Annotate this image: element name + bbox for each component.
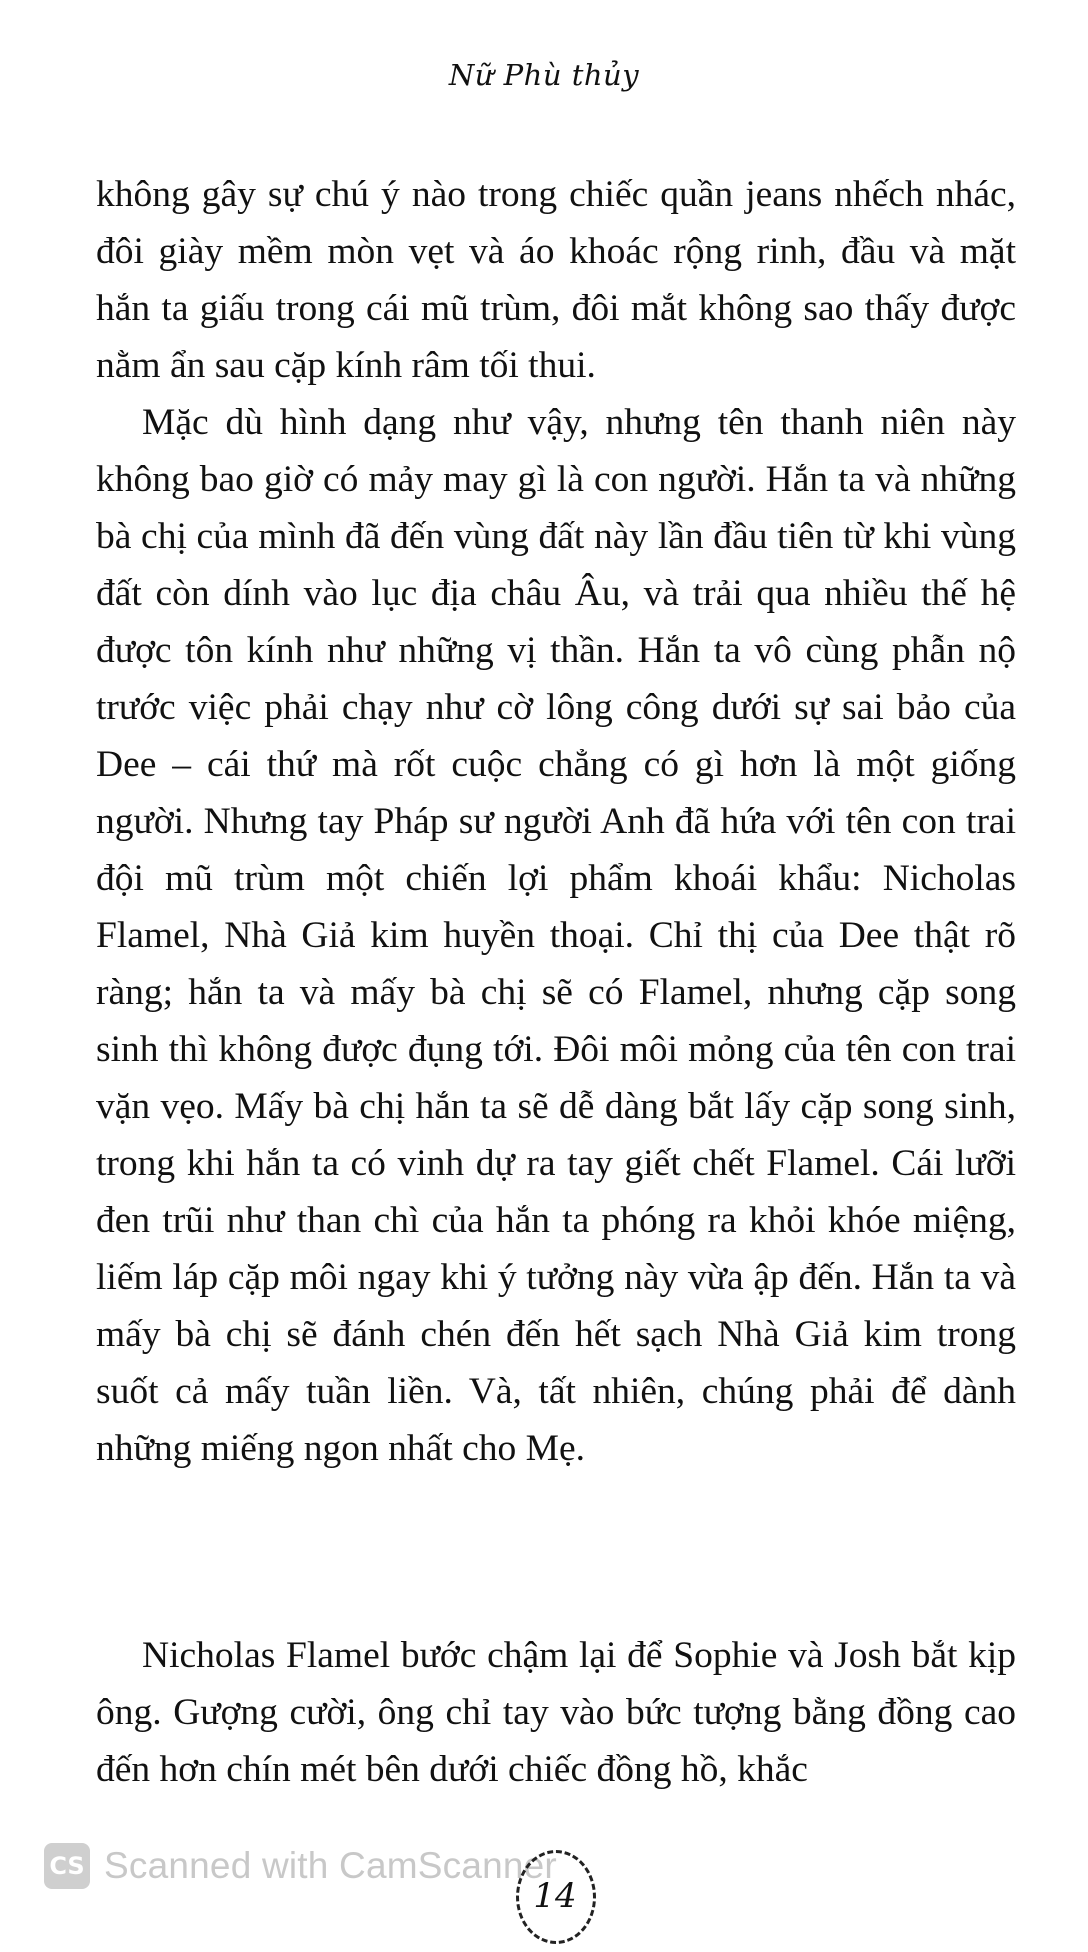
body-text-top — [96, 166, 1016, 1477]
paragraph: Nicholas Flamel bước chậm lại để Sophie và Josh bắt kịp ông. Gượng cười, ông chỉ tay vào bức tượng bằng đồng cao đến hơn chín mét bên dưới chiếc đồng hồ, khắc — [96, 1635, 1016, 1790]
scanner-watermark — [44, 1836, 557, 1896]
scanner-watermark-text: Scanned with CamScanner — [104, 1845, 557, 1886]
body-text-bottom — [96, 1627, 1016, 1798]
paragraph: Mặc dù hình dạng như vậy, nhưng tên thanh niên này không bao giờ có mảy may gì là con người. Hắn ta và những bà chị của mình đã đến vùng đất này lần đầu tiên từ khi vùng đất còn dính vào lục địa châu Âu, và trải qua nhiều thế hệ được tôn kính như những vị thần. Hắn ta vô cùng phẫn nộ trước việc phải chạy như cờ lông công dưới sự sai bảo của Dee – cái thứ mà rốt cuộc chẳng có gì hơn là một giống người. Nhưng tay Pháp sư người Anh đã hứa với tên con trai đội mũ trùm một chiến lợi phẩm khoái khẩu: Nicholas Flamel, Nhà Giả kim huyền thoại. Chỉ thị của Dee thật rõ ràng; hắn ta và mấy bà chị sẽ có Flamel, nhưng cặp song sinh thì không được đụng tới. Đôi môi mỏng của tên con trai vặn vẹo. Mấy bà chị hắn ta sẽ dễ dàng bắt lấy cặp song sinh, trong khi hắn ta có vinh dự ra tay giết chết Flamel. Cái lưỡi đen trũi như than chì của hắn ta phóng ra khỏi khóe miệng, liếm láp cặp môi ngay khi ý tưởng này vừa ập đến. Hắn ta và mấy bà chị sẽ đánh chén đến hết sạch Nhà Giả kim trong suốt cả mấy tuần liền. Và, tất nhiên, chúng phải để dành những miếng ngon nhất cho Mẹ. — [96, 402, 1016, 1469]
paragraph-continued: không gây sự chú ý nào trong chiếc quần jeans nhếch nhác, đôi giày mềm mòn vẹt và áo khoác rộng rinh, đầu và mặt hắn ta giấu trong cái mũ trùm, đôi mắt không sao thấy được nằm ẩn sau cặp kính râm tối thui. — [96, 174, 1016, 386]
camscanner-logo-icon: CS — [44, 1843, 90, 1889]
page-number: 14 — [510, 1846, 600, 1946]
page-header-title: Nữ Phù thủy — [448, 58, 640, 92]
